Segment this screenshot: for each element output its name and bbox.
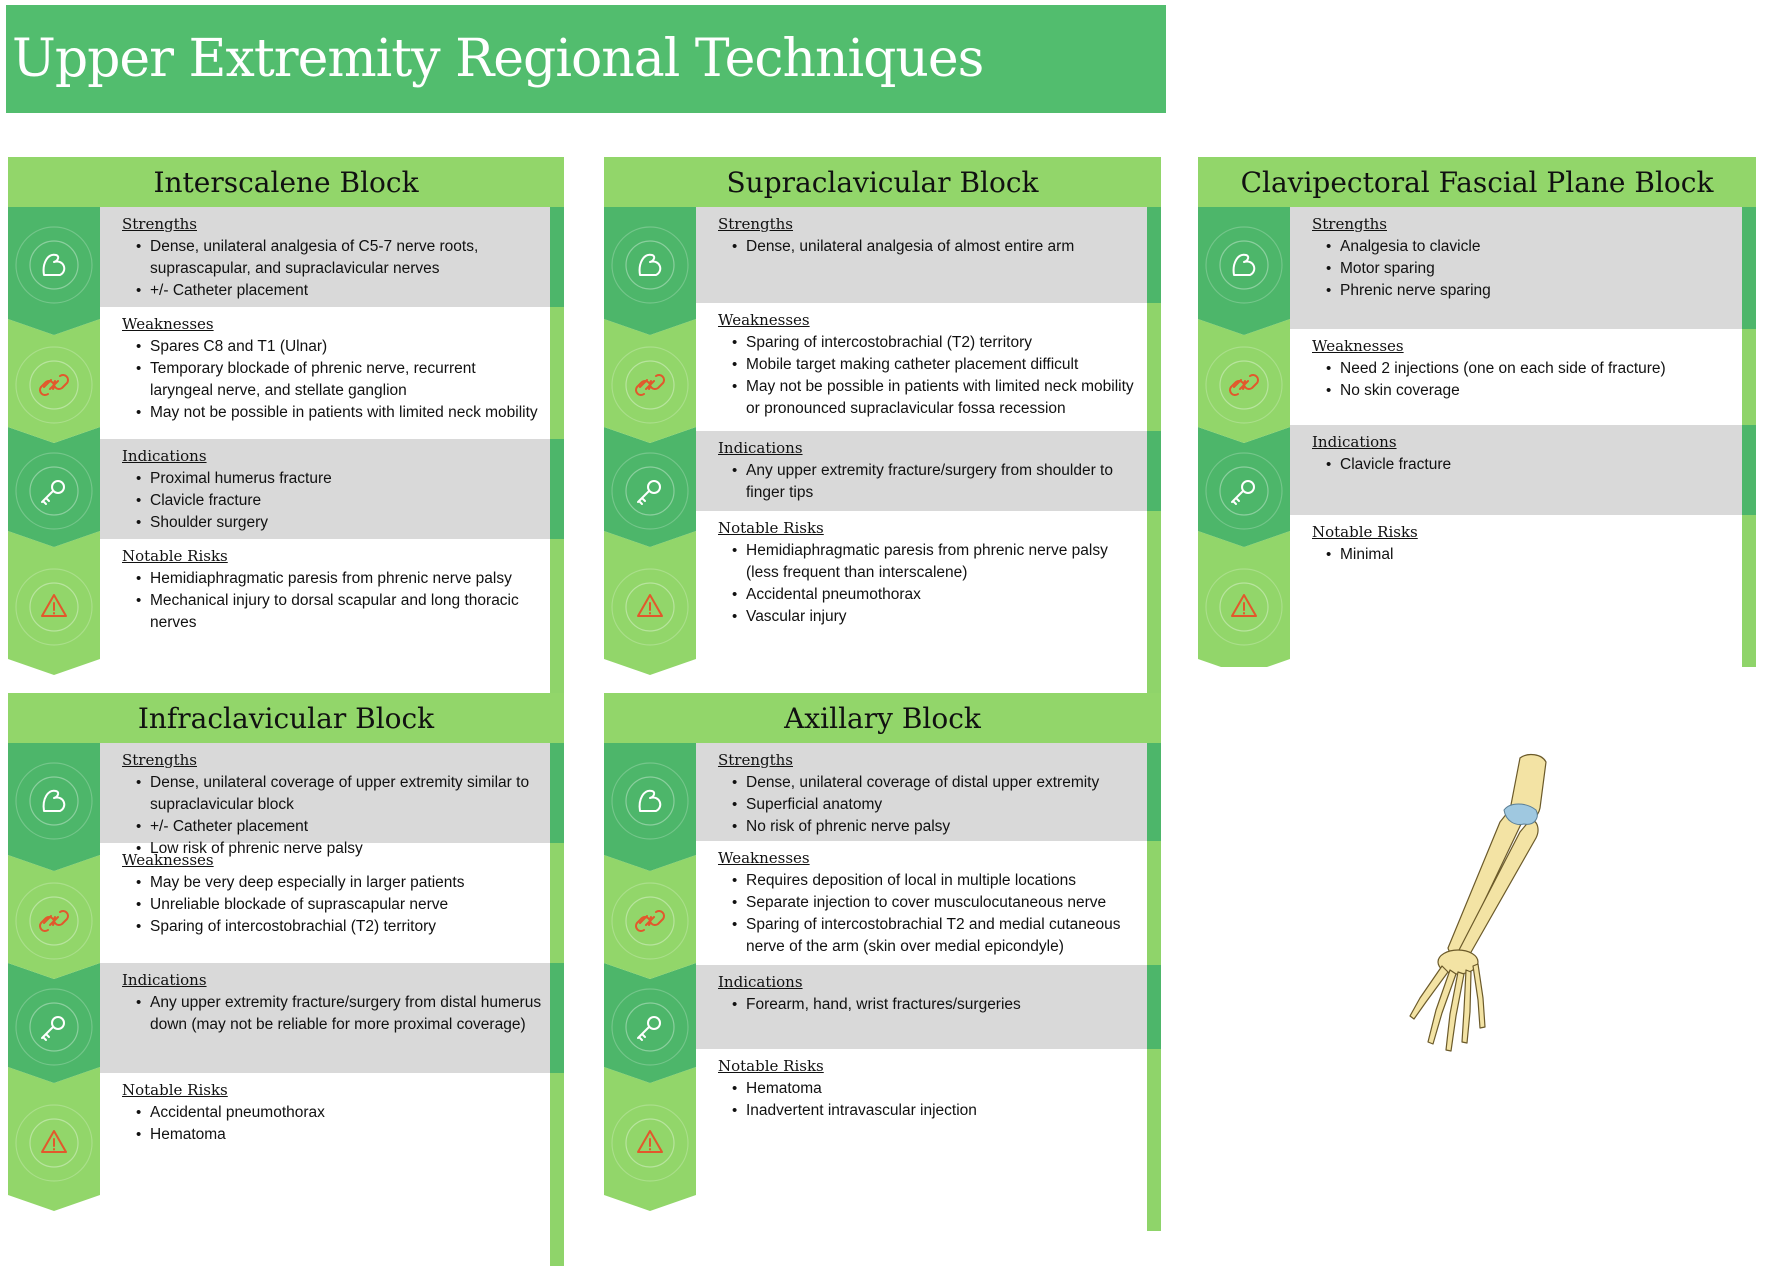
bullet-item: • Vascular injury bbox=[746, 606, 1139, 628]
section-chevrons bbox=[604, 743, 696, 1231]
section-label: Strengths bbox=[122, 215, 197, 233]
bullet-item: • Any upper extremity fracture/surgery from shoulder to finger tips bbox=[746, 460, 1139, 504]
section-weaknesses bbox=[1290, 329, 1742, 425]
block-body bbox=[8, 743, 564, 1254]
bullet-item: • Dense, unilateral coverage of upper extremity similar to supraclavicular block bbox=[150, 772, 542, 816]
bullet-list bbox=[718, 994, 1139, 1016]
section-label: Weaknesses bbox=[718, 311, 810, 329]
section-notable-risks bbox=[100, 539, 550, 711]
bullet-item: • Hematoma bbox=[150, 1124, 542, 1146]
block-header bbox=[8, 693, 564, 743]
bullet-item: • Temporary blockade of phrenic nerve, recurrent laryngeal nerve, and stellate ganglion bbox=[150, 358, 542, 402]
block-card bbox=[604, 693, 1161, 1231]
block-card bbox=[1198, 157, 1756, 667]
section-indications bbox=[696, 965, 1147, 1049]
section-strengths bbox=[696, 207, 1147, 303]
section-chevrons bbox=[8, 743, 100, 1242]
bullet-item: • Sparing of intercostobrachial (T2) territory bbox=[746, 332, 1139, 354]
bullet-item: • May not be possible in patients with limited neck mobility bbox=[150, 402, 542, 424]
section-strengths bbox=[100, 207, 550, 307]
bullet-item: • Forearm, hand, wrist fractures/surgeries bbox=[746, 994, 1139, 1016]
chevron-1 bbox=[8, 743, 100, 871]
bullet-item: • Analgesia to clavicle bbox=[1340, 236, 1734, 258]
section-label: Strengths bbox=[718, 215, 793, 233]
section-weaknesses bbox=[100, 307, 550, 439]
bullet-item: • Unreliable blockade of suprascapular nerve bbox=[150, 894, 542, 916]
section-list bbox=[100, 207, 550, 711]
forearm-skeleton-illustration bbox=[1370, 748, 1570, 1078]
chevron-1 bbox=[604, 207, 696, 335]
bullet-item: • Any upper extremity fracture/surgery from distal humerus down (may not be reliable for more proximal coverage) bbox=[150, 992, 542, 1036]
edge-stripe-segment bbox=[1742, 425, 1756, 515]
section-strengths bbox=[1290, 207, 1742, 329]
chevron-column bbox=[8, 207, 100, 711]
block-card bbox=[8, 693, 564, 1254]
block-header bbox=[604, 693, 1161, 743]
section-label: Indications bbox=[122, 447, 207, 465]
bullet-item: • May be very deep especially in larger patients bbox=[150, 872, 542, 894]
block-body bbox=[604, 743, 1161, 1231]
edge-stripe-segment bbox=[1147, 743, 1161, 841]
section-label: Indications bbox=[718, 439, 803, 457]
bullet-item: • Motor sparing bbox=[1340, 258, 1734, 280]
bullet-list bbox=[718, 772, 1139, 838]
block-header bbox=[8, 157, 564, 207]
edge-stripe-segment bbox=[1147, 965, 1161, 1049]
section-notable-risks bbox=[696, 1049, 1147, 1231]
section-chevrons bbox=[8, 207, 100, 711]
chevron-1 bbox=[1198, 207, 1290, 335]
section-notable-risks bbox=[1290, 515, 1742, 667]
section-label: Notable Risks bbox=[1312, 523, 1418, 541]
section-label: Weaknesses bbox=[1312, 337, 1404, 355]
bullet-item: • Requires deposition of local in multiple locations bbox=[746, 870, 1139, 892]
bullet-item: • Hematoma bbox=[746, 1078, 1139, 1100]
chevron-1 bbox=[8, 207, 100, 335]
bullet-item: • Minimal bbox=[1340, 544, 1734, 566]
bullet-list bbox=[1312, 454, 1734, 476]
section-weaknesses bbox=[696, 303, 1147, 431]
section-notable-risks bbox=[696, 511, 1147, 700]
chevron-column bbox=[1198, 207, 1290, 667]
title-banner bbox=[6, 5, 1166, 113]
section-label: Weaknesses bbox=[122, 315, 214, 333]
bullet-item: • Sparing of intercostobrachial T2 and medial cutaneous nerve of the arm (skin over medial epicondyle) bbox=[746, 914, 1139, 958]
chevron-column bbox=[8, 743, 100, 1242]
block-body bbox=[8, 207, 564, 711]
block-header bbox=[1198, 157, 1756, 207]
block-body bbox=[1198, 207, 1756, 667]
section-weaknesses bbox=[100, 843, 550, 963]
section-label: Strengths bbox=[122, 751, 197, 769]
block-title: Supraclavicular Block bbox=[726, 165, 1039, 199]
section-label: Strengths bbox=[1312, 215, 1387, 233]
bullet-list bbox=[1312, 236, 1734, 302]
section-notable-risks bbox=[100, 1073, 550, 1242]
section-weaknesses bbox=[696, 841, 1147, 965]
bullet-item: • Dense, unilateral coverage of distal upper extremity bbox=[746, 772, 1139, 794]
bullet-item: • Dense, unilateral analgesia of C5-7 nerve roots, suprascapular, and supraclavicular nerves bbox=[150, 236, 542, 280]
section-indications bbox=[1290, 425, 1742, 515]
bullet-list bbox=[718, 460, 1139, 504]
bullet-list bbox=[122, 336, 542, 424]
bullet-item: • Hemidiaphragmatic paresis from phrenic nerve palsy (less frequent than interscalene) bbox=[746, 540, 1139, 584]
bullet-item: • No risk of phrenic nerve palsy bbox=[746, 816, 1139, 838]
chevron-1 bbox=[604, 743, 696, 871]
bullet-item: • Clavicle fracture bbox=[1340, 454, 1734, 476]
section-label: Indications bbox=[122, 971, 207, 989]
block-card bbox=[8, 157, 564, 711]
bullet-item: • +/- Catheter placement bbox=[150, 816, 542, 838]
bullet-list bbox=[718, 870, 1139, 958]
section-indications bbox=[100, 963, 550, 1073]
bullet-list bbox=[122, 872, 542, 938]
block-title: Infraclavicular Block bbox=[137, 701, 435, 735]
edge-stripe-segment bbox=[550, 207, 564, 307]
section-label: Notable Risks bbox=[122, 547, 228, 565]
block-title: Axillary Block bbox=[784, 701, 981, 735]
bullet-item: • Low risk of phrenic nerve palsy bbox=[150, 838, 542, 860]
section-list bbox=[696, 207, 1147, 700]
bullet-item: • No skin coverage bbox=[1340, 380, 1734, 402]
section-indications bbox=[696, 431, 1147, 511]
bullet-list bbox=[122, 568, 542, 634]
section-label: Weaknesses bbox=[718, 849, 810, 867]
bullet-list bbox=[1312, 358, 1734, 402]
section-label: Notable Risks bbox=[718, 1057, 824, 1075]
forearm-bones-graphic bbox=[1370, 748, 1570, 1078]
edge-stripe-segment bbox=[1147, 431, 1161, 511]
page-title: Upper Extremity Regional Techniques bbox=[12, 29, 984, 89]
bullet-list bbox=[718, 332, 1139, 420]
bullet-item: • Accidental pneumothorax bbox=[150, 1102, 542, 1124]
bullet-item: • Phrenic nerve sparing bbox=[1340, 280, 1734, 302]
section-list bbox=[1290, 207, 1742, 667]
chevron-column bbox=[604, 207, 696, 700]
bullet-item: • Inadvertent intravascular injection bbox=[746, 1100, 1139, 1122]
edge-stripe-segment bbox=[550, 743, 564, 843]
bullet-list bbox=[122, 992, 542, 1036]
section-chevrons bbox=[1198, 207, 1290, 667]
bullet-item: • Shoulder surgery bbox=[150, 512, 542, 534]
block-body bbox=[604, 207, 1161, 700]
edge-stripe-segment bbox=[550, 439, 564, 539]
bullet-list bbox=[718, 236, 1139, 258]
bullet-item: • Accidental pneumothorax bbox=[746, 584, 1139, 606]
bullet-list bbox=[718, 1078, 1139, 1122]
bullet-item: • Proximal humerus fracture bbox=[150, 468, 542, 490]
bullet-item: • Mobile target making catheter placement difficult bbox=[746, 354, 1139, 376]
bullet-item: • Sparing of intercostobrachial (T2) territory bbox=[150, 916, 542, 938]
edge-stripe-segment bbox=[1742, 207, 1756, 329]
section-label: Notable Risks bbox=[718, 519, 824, 537]
bullet-item: • Separate injection to cover musculocutaneous nerve bbox=[746, 892, 1139, 914]
chevron-column bbox=[604, 743, 696, 1231]
section-list bbox=[100, 743, 550, 1254]
bullet-list bbox=[122, 468, 542, 534]
bullet-list bbox=[1312, 544, 1734, 566]
bullet-item: • Superficial anatomy bbox=[746, 794, 1139, 816]
bullet-list bbox=[122, 1102, 542, 1146]
bullet-item: • Need 2 injections (one on each side of fracture) bbox=[1340, 358, 1734, 380]
bullet-item: • Clavicle fracture bbox=[150, 490, 542, 512]
section-strengths bbox=[100, 743, 550, 857]
section-indications bbox=[100, 439, 550, 539]
bullet-item: • May not be possible in patients with limited neck mobility or pronounced supraclavicular fossa recession bbox=[746, 376, 1139, 420]
bullet-list bbox=[122, 236, 542, 302]
block-title: Clavipectoral Fascial Plane Block bbox=[1240, 165, 1714, 199]
edge-stripe-segment bbox=[550, 963, 564, 1073]
bullet-list bbox=[718, 540, 1139, 628]
block-header bbox=[604, 157, 1161, 207]
bullet-item: • Mechanical injury to dorsal scapular and long thoracic nerves bbox=[150, 590, 542, 634]
section-list bbox=[696, 743, 1147, 1231]
block-card bbox=[604, 157, 1161, 700]
bullet-item: • +/- Catheter placement bbox=[150, 280, 542, 302]
block-title: Interscalene Block bbox=[153, 165, 419, 199]
section-label: Strengths bbox=[718, 751, 793, 769]
chevron-4 bbox=[1198, 531, 1290, 667]
section-label: Indications bbox=[718, 973, 803, 991]
section-label: Indications bbox=[1312, 433, 1397, 451]
bullet-item: • Dense, unilateral analgesia of almost entire arm bbox=[746, 236, 1139, 258]
section-label: Notable Risks bbox=[122, 1081, 228, 1099]
section-chevrons bbox=[604, 207, 696, 700]
section-strengths bbox=[696, 743, 1147, 841]
bullet-item: • Spares C8 and T1 (Ulnar) bbox=[150, 336, 542, 358]
section-label: Weaknesses bbox=[122, 851, 214, 869]
edge-stripe-segment bbox=[1147, 207, 1161, 303]
bullet-item: • Hemidiaphragmatic paresis from phrenic nerve palsy bbox=[150, 568, 542, 590]
